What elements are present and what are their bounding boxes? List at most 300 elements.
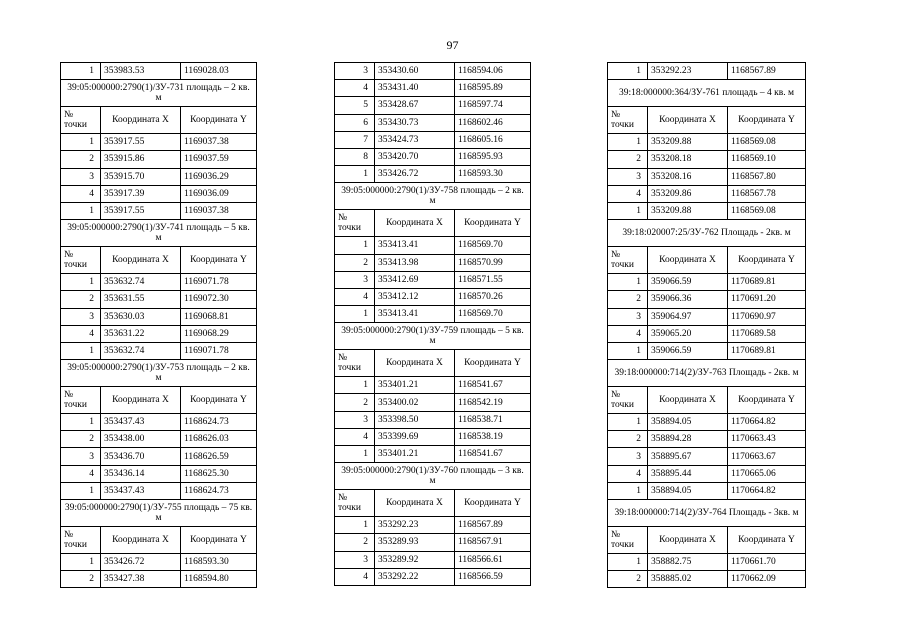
column-header-point-no: № точки — [335, 350, 375, 377]
table-row — [335, 568, 531, 585]
plot-title: 39:05:000000:2790(1)/ЗУ-755 площадь – 75 кв. м — [61, 500, 257, 527]
coordinate-y: 1168625.30 — [181, 465, 257, 482]
point-number: 4 — [61, 185, 101, 202]
point-number: 3 — [61, 308, 101, 325]
coordinate-y: 1169036.09 — [181, 185, 257, 202]
table-row — [335, 411, 531, 428]
table-row — [61, 325, 257, 342]
point-number: 7 — [335, 131, 375, 148]
coordinate-y: 1168541.67 — [455, 377, 531, 394]
coordinate-x: 353412.12 — [375, 288, 455, 305]
point-number: 4 — [61, 465, 101, 482]
plot-title: 39:05:000000:2790(1)/ЗУ-741 площадь – 5 кв. м — [61, 220, 257, 247]
plot-title: 39:05:000000:2790(1)/ЗУ-753 площадь – 2 кв. м — [61, 360, 257, 387]
column-header-point-no: № точки — [608, 107, 648, 134]
table-row — [61, 202, 257, 219]
coordinate-y: 1168593.30 — [455, 166, 531, 183]
table-row — [335, 166, 531, 183]
coordinate-x: 353983.53 — [101, 63, 181, 80]
column-header-x: Координата X — [101, 247, 181, 274]
page-number: 97 — [446, 38, 459, 52]
coordinate-y: 1169037.38 — [181, 202, 257, 219]
coordinate-x: 358894.28 — [648, 431, 728, 448]
coordinate-y: 1169068.29 — [181, 325, 257, 342]
column-header-x: Координата X — [101, 527, 181, 554]
coordinate-x: 353437.43 — [101, 414, 181, 431]
table-row — [61, 308, 257, 325]
coordinate-y: 1169068.81 — [181, 308, 257, 325]
table-row — [335, 97, 531, 114]
coordinate-y: 1168566.61 — [455, 551, 531, 568]
coordinate-x: 353413.41 — [375, 237, 455, 254]
coordinates-table-column-3 — [607, 62, 806, 588]
point-number: 2 — [608, 571, 648, 588]
table-row — [335, 517, 531, 534]
coordinates-table — [60, 62, 257, 588]
column-header-point-no: № точки — [608, 247, 648, 274]
point-number: 1 — [335, 166, 375, 183]
plot-title-row — [335, 463, 531, 490]
coordinate-y: 1170690.97 — [728, 308, 806, 325]
coordinate-x: 359065.20 — [648, 325, 728, 342]
table-row — [61, 554, 257, 571]
point-number: 2 — [335, 254, 375, 271]
point-number: 1 — [608, 274, 648, 291]
column-header-y: Координата Y — [181, 107, 257, 134]
point-number: 3 — [61, 448, 101, 465]
table-row — [335, 114, 531, 131]
table-row — [61, 151, 257, 168]
coordinate-x: 353420.70 — [375, 148, 455, 165]
coordinate-y: 1168594.80 — [181, 571, 257, 588]
point-number: 1 — [61, 63, 101, 80]
plot-title-row — [61, 220, 257, 247]
coordinate-y: 1170663.67 — [728, 448, 806, 465]
point-number: 3 — [335, 63, 375, 80]
point-number: 4 — [61, 325, 101, 342]
coordinate-x: 353436.70 — [101, 448, 181, 465]
coordinate-y: 1168567.89 — [455, 517, 531, 534]
coordinate-x: 353424.73 — [375, 131, 455, 148]
coordinate-y: 1168566.59 — [455, 568, 531, 585]
table-row — [608, 63, 806, 80]
table-row — [335, 288, 531, 305]
table-row — [61, 465, 257, 482]
coordinate-x: 358895.44 — [648, 465, 728, 482]
column-header-y: Координата Y — [455, 350, 531, 377]
table-row — [335, 63, 531, 80]
point-number: 2 — [61, 151, 101, 168]
table-row — [335, 446, 531, 463]
coordinate-x: 353917.55 — [101, 202, 181, 219]
coordinate-y: 1169071.78 — [181, 274, 257, 291]
coordinate-x: 353426.72 — [375, 166, 455, 183]
coordinate-x: 353292.23 — [648, 63, 728, 80]
plot-title-row — [608, 500, 806, 527]
coordinate-x: 358894.05 — [648, 482, 728, 499]
column-header-y: Координата Y — [728, 107, 806, 134]
point-number: 2 — [608, 151, 648, 168]
coordinate-x: 353412.69 — [375, 271, 455, 288]
point-number: 3 — [335, 271, 375, 288]
coordinate-y: 1169071.78 — [181, 342, 257, 359]
table-row — [335, 377, 531, 394]
coordinate-y: 1169037.38 — [181, 134, 257, 151]
coordinate-y: 1169028.03 — [181, 63, 257, 80]
column-header-y: Координата Y — [728, 387, 806, 414]
coordinate-y: 1168569.70 — [455, 306, 531, 323]
point-number: 2 — [61, 571, 101, 588]
point-number: 1 — [608, 414, 648, 431]
column-header-y: Координата Y — [181, 387, 257, 414]
table-row — [61, 571, 257, 588]
point-number: 3 — [335, 551, 375, 568]
point-number: 4 — [608, 185, 648, 202]
coordinate-x: 353631.55 — [101, 291, 181, 308]
coordinates-table — [334, 62, 531, 586]
coordinate-x: 353209.88 — [648, 202, 728, 219]
coordinate-y: 1168567.89 — [728, 63, 806, 80]
coordinate-x: 353437.43 — [101, 482, 181, 499]
point-number: 1 — [61, 342, 101, 359]
point-number: 1 — [335, 517, 375, 534]
coordinate-x: 358882.75 — [648, 554, 728, 571]
column-header-x: Координата X — [648, 247, 728, 274]
column-header-x: Координата X — [375, 210, 455, 237]
coordinate-y: 1168570.99 — [455, 254, 531, 271]
coordinate-y: 1168569.08 — [728, 202, 806, 219]
column-header-x: Координата X — [101, 107, 181, 134]
table-row — [608, 448, 806, 465]
coordinate-y: 1168593.30 — [181, 554, 257, 571]
table-row — [61, 63, 257, 80]
coordinate-y: 1168538.19 — [455, 428, 531, 445]
coordinate-y: 1168570.26 — [455, 288, 531, 305]
table-row — [61, 134, 257, 151]
coordinate-x: 353292.23 — [375, 517, 455, 534]
point-number: 6 — [335, 114, 375, 131]
coordinate-x: 353915.70 — [101, 168, 181, 185]
table-row — [61, 431, 257, 448]
table-header-row — [61, 107, 257, 134]
coordinate-y: 1168624.73 — [181, 414, 257, 431]
table-row — [335, 271, 531, 288]
coordinate-x: 359064.97 — [648, 308, 728, 325]
table-row — [608, 342, 806, 359]
column-header-y: Координата Y — [455, 210, 531, 237]
plot-title: 39:18:020007:25/ЗУ-762 Площадь - 2кв. м — [608, 220, 806, 247]
point-number: 1 — [335, 306, 375, 323]
point-number: 1 — [608, 554, 648, 571]
coordinate-y: 1170663.43 — [728, 431, 806, 448]
table-row — [608, 151, 806, 168]
coordinate-y: 1168597.74 — [455, 97, 531, 114]
coordinate-y: 1168542.19 — [455, 394, 531, 411]
point-number: 1 — [608, 482, 648, 499]
table-row — [608, 134, 806, 151]
plot-title-row — [608, 360, 806, 387]
table-header-row — [608, 107, 806, 134]
point-number: 2 — [335, 394, 375, 411]
point-number: 2 — [608, 291, 648, 308]
coordinate-x: 353401.21 — [375, 377, 455, 394]
coordinates-table-column-2 — [334, 62, 531, 586]
table-row — [608, 431, 806, 448]
column-header-y: Координата Y — [728, 247, 806, 274]
table-header-row — [61, 527, 257, 554]
coordinate-y: 1168595.89 — [455, 80, 531, 97]
table-row — [608, 465, 806, 482]
plot-title-row — [61, 360, 257, 387]
coordinate-y: 1168569.70 — [455, 237, 531, 254]
coordinate-x: 353399.69 — [375, 428, 455, 445]
coordinate-y: 1169072.30 — [181, 291, 257, 308]
table-row — [61, 342, 257, 359]
plot-title-row — [335, 323, 531, 350]
coordinate-x: 359066.36 — [648, 291, 728, 308]
table-row — [608, 414, 806, 431]
table-row — [335, 148, 531, 165]
coordinate-y: 1169036.29 — [181, 168, 257, 185]
column-header-x: Координата X — [101, 387, 181, 414]
table-row — [61, 185, 257, 202]
table-row — [608, 274, 806, 291]
table-row — [61, 274, 257, 291]
coordinate-x: 353436.14 — [101, 465, 181, 482]
coordinate-y: 1168624.73 — [181, 482, 257, 499]
point-number: 1 — [61, 134, 101, 151]
coordinate-y: 1168595.93 — [455, 148, 531, 165]
table-row — [335, 80, 531, 97]
plot-title: 39:18:000000:364/ЗУ-761 площадь – 4 кв. м — [608, 80, 806, 107]
table-row — [608, 571, 806, 588]
table-row — [61, 414, 257, 431]
point-number: 1 — [335, 446, 375, 463]
plot-title-row — [335, 183, 531, 210]
table-row — [608, 202, 806, 219]
table-row — [335, 428, 531, 445]
coordinate-x: 353209.88 — [648, 134, 728, 151]
point-number: 2 — [608, 431, 648, 448]
table-row — [608, 308, 806, 325]
point-number: 3 — [608, 448, 648, 465]
coordinate-x: 353413.98 — [375, 254, 455, 271]
column-header-x: Координата X — [375, 350, 455, 377]
coordinates-table — [607, 62, 806, 588]
column-header-point-no: № точки — [61, 527, 101, 554]
coordinate-x: 358885.02 — [648, 571, 728, 588]
coordinate-y: 1168567.91 — [455, 534, 531, 551]
plot-title-row — [608, 80, 806, 107]
table-header-row — [335, 210, 531, 237]
coordinate-y: 1168569.08 — [728, 134, 806, 151]
column-header-point-no: № точки — [61, 387, 101, 414]
coordinate-x: 358895.67 — [648, 448, 728, 465]
coordinate-y: 1168567.80 — [728, 168, 806, 185]
coordinate-y: 1168571.55 — [455, 271, 531, 288]
column-header-point-no: № точки — [608, 527, 648, 554]
coordinate-x: 353427.38 — [101, 571, 181, 588]
point-number: 2 — [61, 431, 101, 448]
coordinate-x: 353428.67 — [375, 97, 455, 114]
plot-title: 39:05:000000:2790(1)/ЗУ-758 площадь – 2 кв. м — [335, 183, 531, 210]
point-number: 4 — [608, 325, 648, 342]
coordinate-x: 353289.92 — [375, 551, 455, 568]
coordinate-y: 1168594.06 — [455, 63, 531, 80]
table-header-row — [608, 387, 806, 414]
column-header-x: Координата X — [648, 107, 728, 134]
coordinate-x: 359066.59 — [648, 274, 728, 291]
coordinate-y: 1168602.46 — [455, 114, 531, 131]
table-header-row — [335, 490, 531, 517]
column-header-point-no: № точки — [61, 247, 101, 274]
table-row — [61, 291, 257, 308]
table-row — [335, 237, 531, 254]
point-number: 1 — [61, 554, 101, 571]
point-number: 1 — [61, 202, 101, 219]
column-header-y: Координата Y — [181, 527, 257, 554]
point-number: 5 — [335, 97, 375, 114]
table-row — [608, 554, 806, 571]
coordinate-x: 353915.86 — [101, 151, 181, 168]
coordinate-y: 1168605.16 — [455, 131, 531, 148]
coordinate-x: 353400.02 — [375, 394, 455, 411]
column-header-y: Координата Y — [181, 247, 257, 274]
coordinate-y: 1170689.58 — [728, 325, 806, 342]
coordinate-y: 1168569.10 — [728, 151, 806, 168]
column-header-y: Координата Y — [728, 527, 806, 554]
coordinate-x: 353208.18 — [648, 151, 728, 168]
table-row — [61, 168, 257, 185]
coordinate-x: 353917.39 — [101, 185, 181, 202]
column-header-x: Координата X — [648, 527, 728, 554]
point-number: 4 — [335, 80, 375, 97]
coordinate-y: 1170689.81 — [728, 342, 806, 359]
column-header-point-no: № точки — [335, 490, 375, 517]
point-number: 1 — [61, 482, 101, 499]
column-header-y: Координата Y — [455, 490, 531, 517]
coordinate-x: 353632.74 — [101, 342, 181, 359]
table-header-row — [61, 387, 257, 414]
table-row — [335, 394, 531, 411]
coordinate-y: 1168538.71 — [455, 411, 531, 428]
coordinate-y: 1170664.82 — [728, 482, 806, 499]
table-row — [61, 448, 257, 465]
table-row — [335, 131, 531, 148]
coordinate-y: 1170689.81 — [728, 274, 806, 291]
plot-title: 39:18:000000:714(2)/ЗУ-763 Площадь - 2кв. м — [608, 360, 806, 387]
coordinate-x: 353401.21 — [375, 446, 455, 463]
coordinates-table-column-1 — [60, 62, 257, 588]
coordinate-y: 1170665.06 — [728, 465, 806, 482]
plot-title: 39:05:000000:2790(1)/ЗУ-760 площадь – 3 кв. м — [335, 463, 531, 490]
point-number: 2 — [61, 291, 101, 308]
column-header-point-no: № точки — [608, 387, 648, 414]
point-number: 3 — [608, 308, 648, 325]
point-number: 3 — [608, 168, 648, 185]
coordinate-x: 353430.60 — [375, 63, 455, 80]
coordinate-y: 1169037.59 — [181, 151, 257, 168]
plot-title-row — [61, 500, 257, 527]
coordinate-y: 1170661.70 — [728, 554, 806, 571]
point-number: 1 — [61, 274, 101, 291]
plot-title: 39:18:000000:714(2)/ЗУ-764 Площадь - 3кв. м — [608, 500, 806, 527]
coordinate-x: 353630.03 — [101, 308, 181, 325]
coordinate-y: 1170691.20 — [728, 291, 806, 308]
point-number: 4 — [335, 288, 375, 305]
coordinate-x: 353438.00 — [101, 431, 181, 448]
coordinate-x: 353209.86 — [648, 185, 728, 202]
table-row — [608, 168, 806, 185]
coordinate-x: 359066.59 — [648, 342, 728, 359]
point-number: 1 — [608, 63, 648, 80]
point-number: 4 — [335, 568, 375, 585]
point-number: 1 — [335, 377, 375, 394]
coordinate-x: 358894.05 — [648, 414, 728, 431]
point-number: 1 — [608, 134, 648, 151]
table-row — [61, 482, 257, 499]
coordinate-x: 353426.72 — [101, 554, 181, 571]
point-number: 2 — [335, 534, 375, 551]
coordinate-y: 1168541.67 — [455, 446, 531, 463]
column-header-point-no: № точки — [61, 107, 101, 134]
point-number: 1 — [335, 237, 375, 254]
coordinate-y: 1170664.82 — [728, 414, 806, 431]
coordinate-x: 353430.73 — [375, 114, 455, 131]
coordinate-y: 1168626.59 — [181, 448, 257, 465]
table-header-row — [608, 527, 806, 554]
table-row — [335, 306, 531, 323]
coordinate-y: 1168567.78 — [728, 185, 806, 202]
table-header-row — [608, 247, 806, 274]
point-number: 1 — [608, 202, 648, 219]
coordinate-x: 353431.40 — [375, 80, 455, 97]
coordinate-x: 353917.55 — [101, 134, 181, 151]
coordinate-x: 353292.22 — [375, 568, 455, 585]
column-header-x: Координата X — [648, 387, 728, 414]
coordinate-x: 353631.22 — [101, 325, 181, 342]
table-row — [608, 185, 806, 202]
point-number: 3 — [61, 168, 101, 185]
coordinate-x: 353289.93 — [375, 534, 455, 551]
coordinate-y: 1168626.03 — [181, 431, 257, 448]
column-header-point-no: № точки — [335, 210, 375, 237]
table-row — [608, 482, 806, 499]
coordinate-x: 353398.50 — [375, 411, 455, 428]
point-number: 1 — [608, 342, 648, 359]
plot-title-row — [61, 80, 257, 107]
table-row — [608, 291, 806, 308]
coordinate-x: 353632.74 — [101, 274, 181, 291]
plot-title: 39:05:000000:2790(1)/ЗУ-759 площадь – 5 кв. м — [335, 323, 531, 350]
point-number: 1 — [61, 414, 101, 431]
plot-title: 39:05:000000:2790(1)/ЗУ-731 площадь – 2 кв. м — [61, 80, 257, 107]
table-row — [335, 551, 531, 568]
coordinate-y: 1170662.09 — [728, 571, 806, 588]
point-number: 4 — [608, 465, 648, 482]
table-header-row — [61, 247, 257, 274]
coordinate-x: 353208.16 — [648, 168, 728, 185]
point-number: 8 — [335, 148, 375, 165]
column-header-x: Координата X — [375, 490, 455, 517]
table-header-row — [335, 350, 531, 377]
table-row — [335, 534, 531, 551]
table-row — [608, 325, 806, 342]
point-number: 3 — [335, 411, 375, 428]
point-number: 4 — [335, 428, 375, 445]
table-row — [335, 254, 531, 271]
coordinate-x: 353413.41 — [375, 306, 455, 323]
